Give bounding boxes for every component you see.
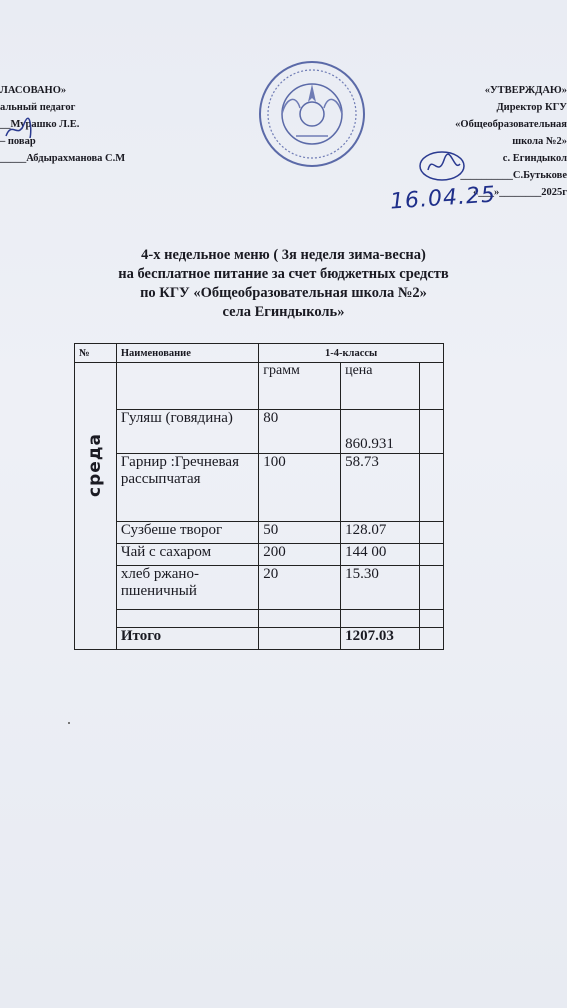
approved-left-line4: – повар — [0, 136, 36, 147]
header-num: № — [75, 344, 117, 363]
header-classes: 1-4-классы — [259, 344, 444, 363]
approved-right-line7: «___»________2025г — [472, 187, 567, 198]
title-line3: по КГУ «Общеобразовательная школа №2» — [140, 285, 427, 301]
signature-director — [416, 148, 468, 184]
total-label: Итого — [116, 628, 258, 650]
day-label: среда — [85, 433, 106, 497]
total-price: 1207.03 — [341, 628, 420, 650]
approved-right-line3: «Общеобразовательная — [455, 119, 567, 130]
signature-left — [4, 116, 34, 142]
table-row — [75, 454, 444, 522]
row-name: Сузбеше творог — [116, 522, 258, 544]
row-price: 128.07 — [341, 522, 420, 544]
table-header-row — [75, 344, 444, 363]
row-price: 860.931 — [341, 410, 420, 454]
row-name: Чай с сахаром — [116, 544, 258, 566]
subheader-price: цена — [341, 363, 420, 410]
approved-right-line2: Директор КГУ — [496, 102, 567, 113]
row-name: Гарнир :Гречневая рассыпчатая — [116, 454, 258, 522]
row-gram: 50 — [259, 522, 341, 544]
table-row — [75, 544, 444, 566]
approved-right-line1: «УТВЕРЖДАЮ» — [484, 85, 567, 96]
title-line1: 4-х недельное меню ( 3я неделя зима-весна) — [141, 247, 426, 263]
row-name: хлеб ржано-пшеничный — [116, 566, 258, 610]
table-row — [75, 410, 444, 454]
header-name: Наименование — [116, 344, 258, 363]
title-line4: села Егиндыколь» — [222, 304, 345, 320]
table-row-empty — [75, 610, 444, 628]
row-gram: 80 — [259, 410, 341, 454]
state-emblem-seal — [256, 58, 368, 170]
subheader-extra — [420, 363, 444, 410]
paper-speck — [68, 722, 70, 724]
row-name: Гуляш (говядина) — [116, 410, 258, 454]
approved-right-line5: с. Егиндыкол — [502, 153, 567, 164]
title-line2: на бесплатное питание за счет бюджетных средств — [118, 266, 449, 282]
day-cell — [75, 363, 117, 650]
row-gram: 20 — [259, 566, 341, 610]
subheader-empty — [116, 363, 258, 410]
table-row — [75, 566, 444, 610]
row-price: 15.30 — [341, 566, 420, 610]
handwritten-date: 16.04.25 — [389, 182, 497, 215]
approved-left-line2: альный педагог — [0, 102, 76, 113]
subheader-gram: грамм — [259, 363, 341, 410]
approved-right-line6: __________С.Бутькове — [460, 170, 567, 181]
row-price: 144 00 — [341, 544, 420, 566]
table-subheader-row — [75, 363, 444, 410]
approved-left-line5: _____Абдырахманова С.М — [0, 153, 126, 164]
table-total-row — [75, 628, 444, 650]
row-price: 58.73 — [341, 454, 420, 522]
row-gram: 200 — [259, 544, 341, 566]
table-row — [75, 522, 444, 544]
approved-left-line1: ЛАСОВАНО» — [0, 85, 67, 96]
document-title — [0, 246, 567, 322]
menu-table — [74, 343, 444, 650]
row-gram: 100 — [259, 454, 341, 522]
approved-left-line3: __Мурашко Л.Е. — [0, 119, 80, 130]
approved-right-line4: школа №2» — [512, 136, 567, 147]
